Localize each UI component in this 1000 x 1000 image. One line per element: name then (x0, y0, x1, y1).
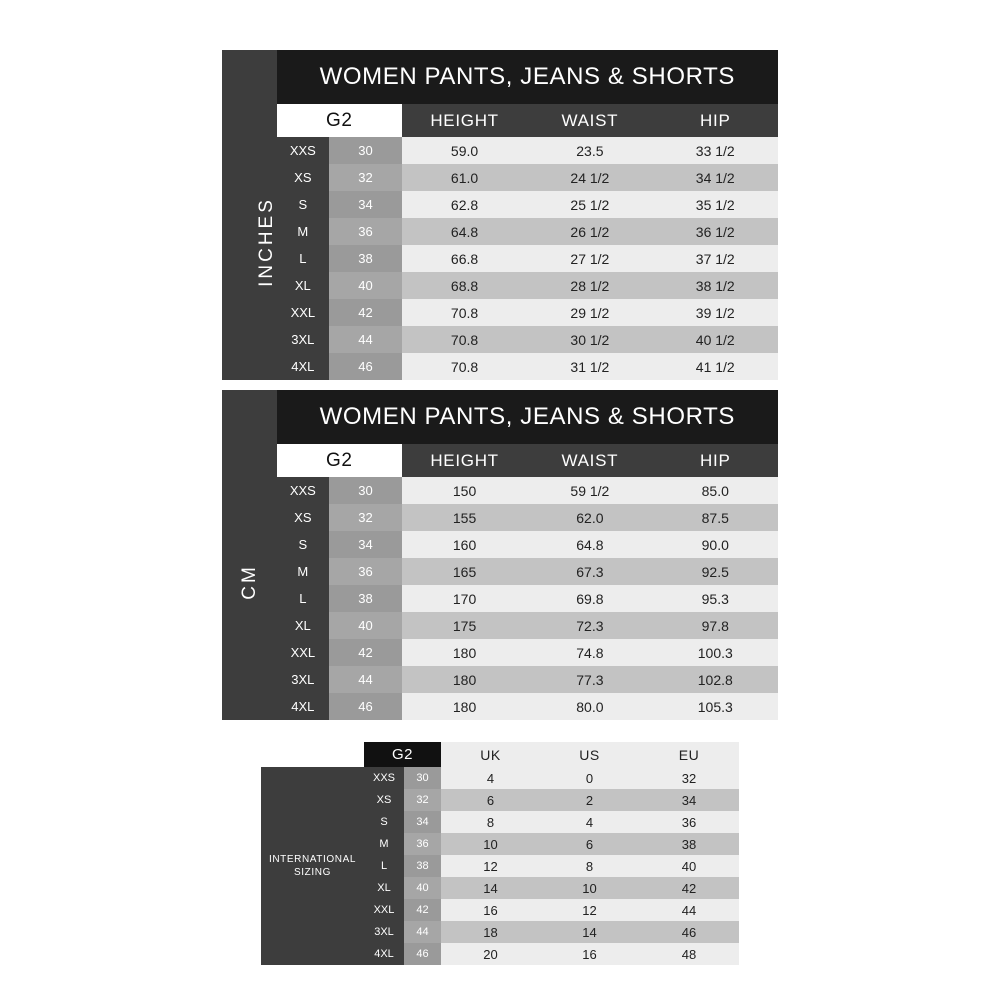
row-size-label: XXS (364, 767, 404, 789)
row-size-label: 4XL (364, 943, 404, 965)
cell-waist: 23.5 (527, 137, 652, 164)
cell-eu: 48 (639, 943, 739, 965)
header-us: US (540, 742, 639, 767)
row-size-number: 32 (329, 504, 402, 531)
cm-size-chart (222, 390, 778, 720)
header-height: HEIGHT (402, 104, 527, 137)
row-size-label: L (277, 245, 330, 272)
cell-waist: 59 1/2 (527, 477, 652, 504)
chart-header-row (261, 742, 739, 767)
row-size-label: 3XL (277, 666, 330, 693)
cell-eu: 44 (639, 899, 739, 921)
cell-uk: 8 (441, 811, 540, 833)
row-size-label: XXS (277, 477, 330, 504)
row-size-number: 44 (404, 921, 441, 943)
cell-height: 155 (402, 504, 527, 531)
cell-waist: 69.8 (527, 585, 652, 612)
row-size-number: 34 (404, 811, 441, 833)
row-size-number: 46 (404, 943, 441, 965)
cell-uk: 14 (441, 877, 540, 899)
cell-us: 2 (540, 789, 639, 811)
header-g2: G2 (277, 104, 402, 137)
unit-label-cell (222, 444, 277, 720)
row-size-number: 40 (404, 877, 441, 899)
row-size-label: 4XL (277, 353, 330, 380)
cell-height: 170 (402, 585, 527, 612)
row-size-label: 4XL (277, 693, 330, 720)
cell-waist: 74.8 (527, 639, 652, 666)
cell-eu: 36 (639, 811, 739, 833)
cell-waist: 72.3 (527, 612, 652, 639)
row-size-label: XS (277, 164, 330, 191)
cell-us: 10 (540, 877, 639, 899)
cell-us: 4 (540, 811, 639, 833)
cell-hip: 92.5 (653, 558, 778, 585)
table-row (222, 666, 778, 693)
row-size-label: XL (277, 272, 330, 299)
cell-waist: 27 1/2 (527, 245, 652, 272)
row-size-number: 46 (329, 693, 402, 720)
cell-hip: 87.5 (653, 504, 778, 531)
unit-label: INCHES (255, 197, 277, 287)
cell-waist: 67.3 (527, 558, 652, 585)
cell-uk: 20 (441, 943, 540, 965)
international-sizing-label-line1: INTERNATIONAL (268, 853, 357, 865)
row-size-label: S (277, 191, 330, 218)
row-size-label: XXL (277, 299, 330, 326)
cell-uk: 12 (441, 855, 540, 877)
cell-uk: 6 (441, 789, 540, 811)
table-row (222, 693, 778, 720)
row-size-number: 34 (329, 191, 402, 218)
cell-height: 150 (402, 477, 527, 504)
cell-eu: 38 (639, 833, 739, 855)
row-size-label: L (364, 855, 404, 877)
table-row (222, 504, 778, 531)
cell-height: 180 (402, 666, 527, 693)
table-row (222, 531, 778, 558)
cell-waist: 31 1/2 (527, 353, 652, 380)
cell-height: 64.8 (402, 218, 527, 245)
row-size-number: 40 (329, 612, 402, 639)
inches-size-chart (222, 50, 778, 380)
cell-height: 59.0 (402, 137, 527, 164)
chart-title-row (222, 390, 778, 444)
cell-eu: 46 (639, 921, 739, 943)
chart-header-row (222, 104, 778, 137)
cell-uk: 16 (441, 899, 540, 921)
row-size-number: 34 (329, 531, 402, 558)
row-size-number: 32 (329, 164, 402, 191)
cell-height: 62.8 (402, 191, 527, 218)
row-size-number: 36 (329, 558, 402, 585)
cell-eu: 40 (639, 855, 739, 877)
cell-us: 6 (540, 833, 639, 855)
cell-us: 12 (540, 899, 639, 921)
cell-us: 16 (540, 943, 639, 965)
cell-height: 165 (402, 558, 527, 585)
table-row (222, 191, 778, 218)
cell-waist: 64.8 (527, 531, 652, 558)
header-spacer (261, 742, 364, 767)
cell-us: 8 (540, 855, 639, 877)
row-size-number: 46 (329, 353, 402, 380)
table-row (222, 245, 778, 272)
cell-height: 70.8 (402, 353, 527, 380)
row-size-number: 44 (329, 326, 402, 353)
cell-hip: 35 1/2 (653, 191, 778, 218)
cell-hip: 40 1/2 (653, 326, 778, 353)
cell-hip: 95.3 (653, 585, 778, 612)
table-row (222, 558, 778, 585)
cell-waist: 28 1/2 (527, 272, 652, 299)
table-row (222, 353, 778, 380)
cell-eu: 32 (639, 767, 739, 789)
row-size-number: 42 (329, 299, 402, 326)
cell-height: 70.8 (402, 299, 527, 326)
row-size-label: L (277, 585, 330, 612)
cell-waist: 77.3 (527, 666, 652, 693)
row-size-label: S (277, 531, 330, 558)
row-size-label: S (364, 811, 404, 833)
row-size-number: 42 (404, 899, 441, 921)
cell-hip: 36 1/2 (653, 218, 778, 245)
header-hip: HIP (653, 104, 778, 137)
row-size-number: 32 (404, 789, 441, 811)
cell-hip: 105.3 (653, 693, 778, 720)
table-row (222, 299, 778, 326)
row-size-label: 3XL (277, 326, 330, 353)
chart-title: WOMEN PANTS, JEANS & SHORTS (277, 50, 778, 104)
header-hip: HIP (653, 444, 778, 477)
row-size-label: XXS (277, 137, 330, 164)
cell-hip: 41 1/2 (653, 353, 778, 380)
header-eu: EU (639, 742, 739, 767)
table-row (222, 164, 778, 191)
cell-height: 66.8 (402, 245, 527, 272)
row-size-label: XL (277, 612, 330, 639)
cell-hip: 33 1/2 (653, 137, 778, 164)
table-row (222, 218, 778, 245)
international-sizing-chart (261, 742, 739, 965)
cell-uk: 10 (441, 833, 540, 855)
table-row (222, 326, 778, 353)
row-size-label: XXL (277, 639, 330, 666)
cell-hip: 85.0 (653, 477, 778, 504)
header-g2: G2 (364, 742, 441, 767)
cell-waist: 29 1/2 (527, 299, 652, 326)
chart-header-row (222, 444, 778, 477)
row-size-number: 30 (329, 477, 402, 504)
table-row (222, 639, 778, 666)
cell-hip: 37 1/2 (653, 245, 778, 272)
cell-eu: 42 (639, 877, 739, 899)
row-size-number: 44 (329, 666, 402, 693)
international-sizing-label (261, 767, 364, 965)
cell-uk: 4 (441, 767, 540, 789)
cell-height: 180 (402, 693, 527, 720)
row-size-label: XL (364, 877, 404, 899)
cell-height: 175 (402, 612, 527, 639)
row-size-label: M (277, 558, 330, 585)
table-row (222, 585, 778, 612)
cell-hip: 97.8 (653, 612, 778, 639)
row-size-number: 30 (329, 137, 402, 164)
header-g2: G2 (277, 444, 402, 477)
row-size-number: 40 (329, 272, 402, 299)
row-size-number: 30 (404, 767, 441, 789)
row-size-label: XS (277, 504, 330, 531)
row-size-number: 36 (404, 833, 441, 855)
cell-us: 14 (540, 921, 639, 943)
chart-title: WOMEN PANTS, JEANS & SHORTS (277, 390, 778, 444)
cell-hip: 102.8 (653, 666, 778, 693)
row-size-label: 3XL (364, 921, 404, 943)
cell-uk: 18 (441, 921, 540, 943)
cell-hip: 39 1/2 (653, 299, 778, 326)
row-size-label: M (364, 833, 404, 855)
header-waist: WAIST (527, 444, 652, 477)
cell-waist: 30 1/2 (527, 326, 652, 353)
table-row (222, 477, 778, 504)
header-waist: WAIST (527, 104, 652, 137)
cell-eu: 34 (639, 789, 739, 811)
cell-height: 180 (402, 639, 527, 666)
chart-title-row (222, 50, 778, 104)
row-size-number: 38 (404, 855, 441, 877)
table-row (261, 767, 739, 789)
cell-height: 68.8 (402, 272, 527, 299)
international-sizing-label-line2: SIZING (294, 867, 331, 878)
row-size-label: M (277, 218, 330, 245)
cell-waist: 25 1/2 (527, 191, 652, 218)
unit-label-cell (222, 104, 277, 380)
table-row (222, 137, 778, 164)
row-size-number: 36 (329, 218, 402, 245)
cell-hip: 34 1/2 (653, 164, 778, 191)
table-row (222, 612, 778, 639)
cell-waist: 80.0 (527, 693, 652, 720)
cell-waist: 26 1/2 (527, 218, 652, 245)
cell-waist: 24 1/2 (527, 164, 652, 191)
row-size-label: XS (364, 789, 404, 811)
cell-height: 70.8 (402, 326, 527, 353)
header-height: HEIGHT (402, 444, 527, 477)
header-uk: UK (441, 742, 540, 767)
row-size-number: 38 (329, 585, 402, 612)
cell-height: 61.0 (402, 164, 527, 191)
cell-hip: 100.3 (653, 639, 778, 666)
cell-waist: 62.0 (527, 504, 652, 531)
row-size-number: 42 (329, 639, 402, 666)
table-row (222, 272, 778, 299)
row-size-number: 38 (329, 245, 402, 272)
cell-hip: 90.0 (653, 531, 778, 558)
cell-us: 0 (540, 767, 639, 789)
cell-hip: 38 1/2 (653, 272, 778, 299)
unit-label: CM (238, 564, 260, 600)
cell-height: 160 (402, 531, 527, 558)
row-size-label: XXL (364, 899, 404, 921)
